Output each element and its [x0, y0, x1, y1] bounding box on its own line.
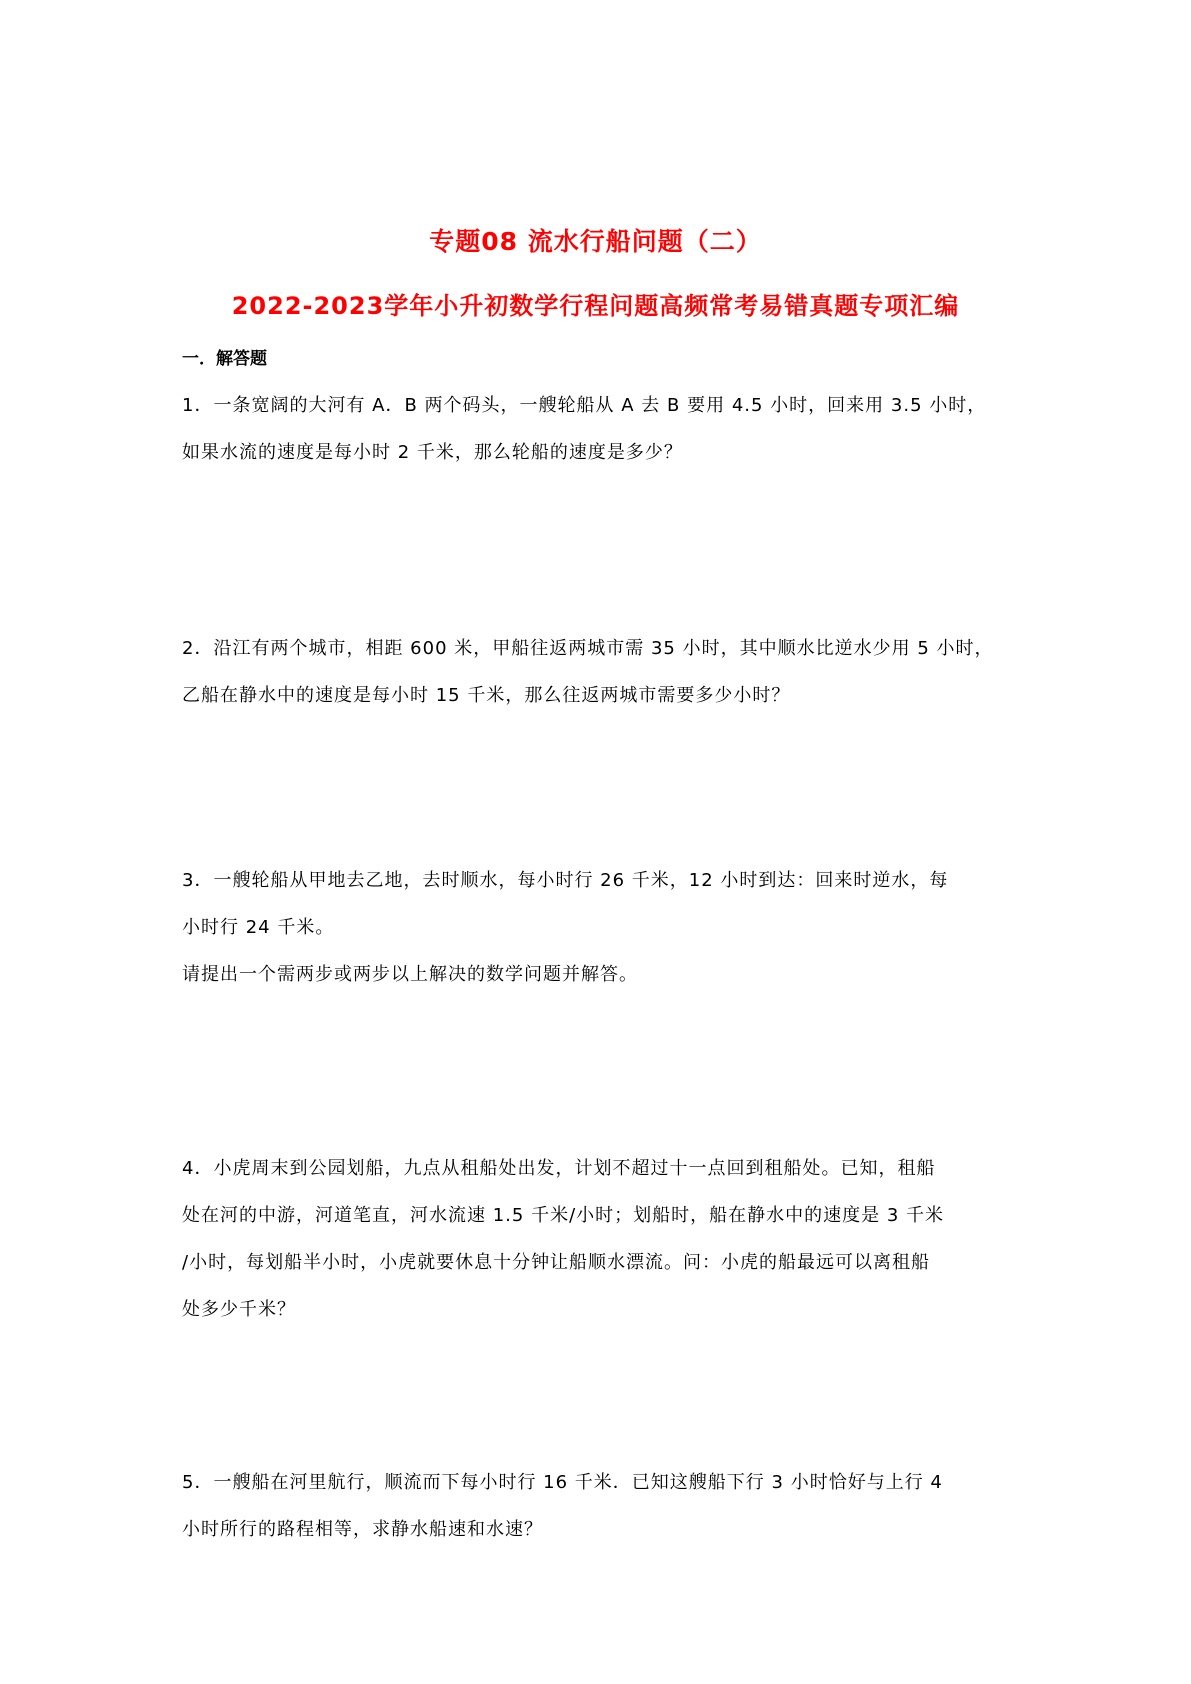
question-text-line: 4．小虎周末到公园划船，九点从租船处出发，计划不超过十一点回到租船处。已知，租船	[182, 1158, 936, 1179]
document-title: 专题08 流水行船问题（二）	[429, 227, 762, 256]
question-text-line: 处多少千米？	[182, 1299, 296, 1320]
question-text-line: 小时行 24 千米。	[182, 917, 335, 938]
section-heading: 一．解答题	[182, 349, 267, 369]
question-4	[182, 1145, 1022, 1333]
question-text-line: 3．一艘轮船从甲地去乙地，去时顺水，每小时行 26 千米，12 小时到达：回来时逆水，每	[182, 870, 949, 891]
question-text-line: 5．一艘船在河里航行，顺流而下每小时行 16 千米．已知这艘船下行 3 小时恰好与上行 4	[182, 1472, 943, 1493]
question-text-line: 1．一条宽阔的大河有 A．B 两个码头，一艘轮船从 A 去 B 要用 4.5 小时，回来用 3.5 小时，	[182, 395, 987, 416]
question-1	[182, 382, 1022, 476]
question-text-line: 处在河的中游，河道笔直，河水流速 1.5 千米/小时；划船时，船在静水中的速度是 3 千米	[182, 1205, 945, 1226]
question-text-line: 请提出一个需两步或两步以上解决的数学问题并解答。	[182, 964, 638, 985]
question-text-line: /小时，每划船半小时，小虎就要休息十分钟让船顺水漂流。问：小虎的船最远可以离租船	[182, 1252, 931, 1273]
question-text-line: 2．沿江有两个城市，相距 600 米，甲船往返两城市需 35 小时，其中顺水比逆水少用 5 小时，	[182, 638, 994, 659]
question-5	[182, 1459, 1022, 1553]
question-3	[182, 857, 1022, 998]
document-subtitle: 2022-2023学年小升初数学行程问题高频常考易错真题专项汇编	[231, 292, 960, 320]
question-text-line: 小时所行的路程相等，求静水船速和水速？	[182, 1519, 543, 1540]
question-text-line: 如果水流的速度是每小时 2 千米，那么轮船的速度是多少？	[182, 442, 683, 463]
question-text-line: 乙船在静水中的速度是每小时 15 千米，那么往返两城市需要多少小时？	[182, 685, 791, 706]
question-2	[182, 625, 1022, 719]
